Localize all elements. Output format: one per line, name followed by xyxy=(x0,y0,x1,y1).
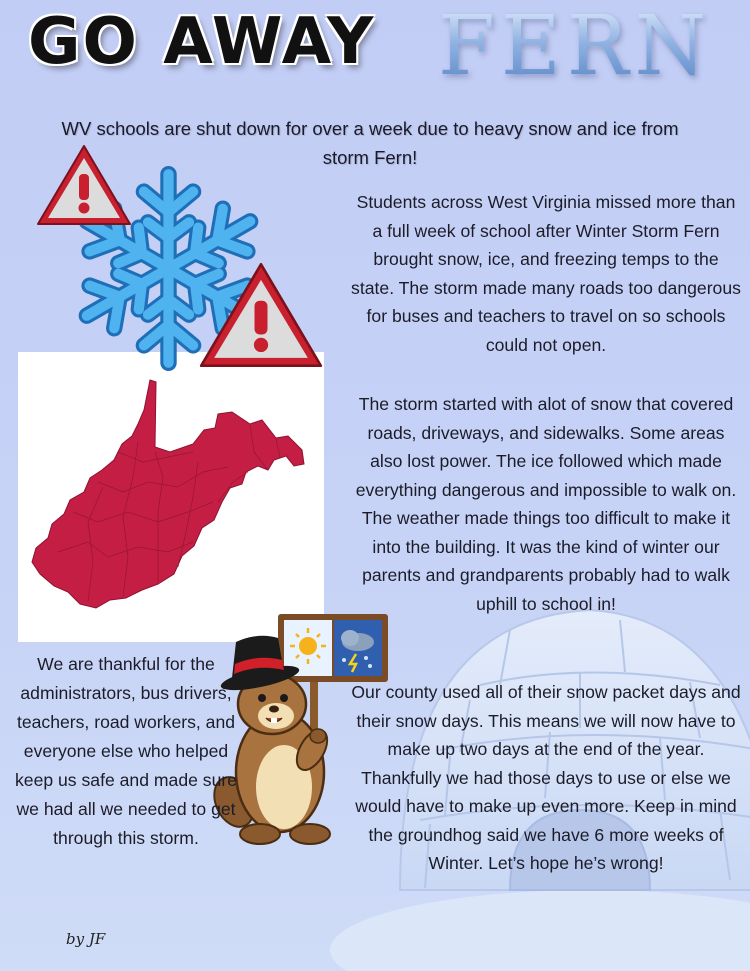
article-paragraph-2: The storm started with alot of snow that covered roads, driveways, and sidewalks. Some areas also lost power. The ice followed which made everything dangerous and impossible to walk on. The weather made things too difficult to make it into the building. It was the kind of winter our parents and grandparents probably had to walk uphill to school in! xyxy=(355,394,737,614)
warning-triangle-icon xyxy=(34,142,134,228)
article-paragraph-3: Our county used all of their snow packet days and their snow days. This means we will now have to make up two days at the end of the year. Thankfully we had those days to use or else we would have to make up even more. Keep in mind the groundhog said we have 6 more weeks of Winter. Let’s hope he’s wrong! xyxy=(351,682,741,873)
thank-you-note: We are thankful for the administrators, bus drivers, teachers, road workers, and everyone else who helped keep us safe and made sure we had all we needed to get through this storm. xyxy=(14,654,238,848)
article-paragraph-1: Students across West Virginia missed more than a full week of school after Winter Storm Fern brought snow, ice, and freezing temps to the state. The storm made many roads too dangerous for buses and teachers to travel on so schools could not open. xyxy=(351,192,741,355)
title-fern: FERN xyxy=(438,0,713,94)
subheadline: WV schools are shut down for over a week due to heavy snow and ice from storm Fern! xyxy=(61,118,679,168)
map-frame xyxy=(18,352,324,642)
title-go-away: GO AWAY xyxy=(28,5,376,79)
warning-triangle-icon xyxy=(196,258,326,372)
byline: by JF xyxy=(66,930,106,948)
west-virginia-map xyxy=(18,352,324,642)
